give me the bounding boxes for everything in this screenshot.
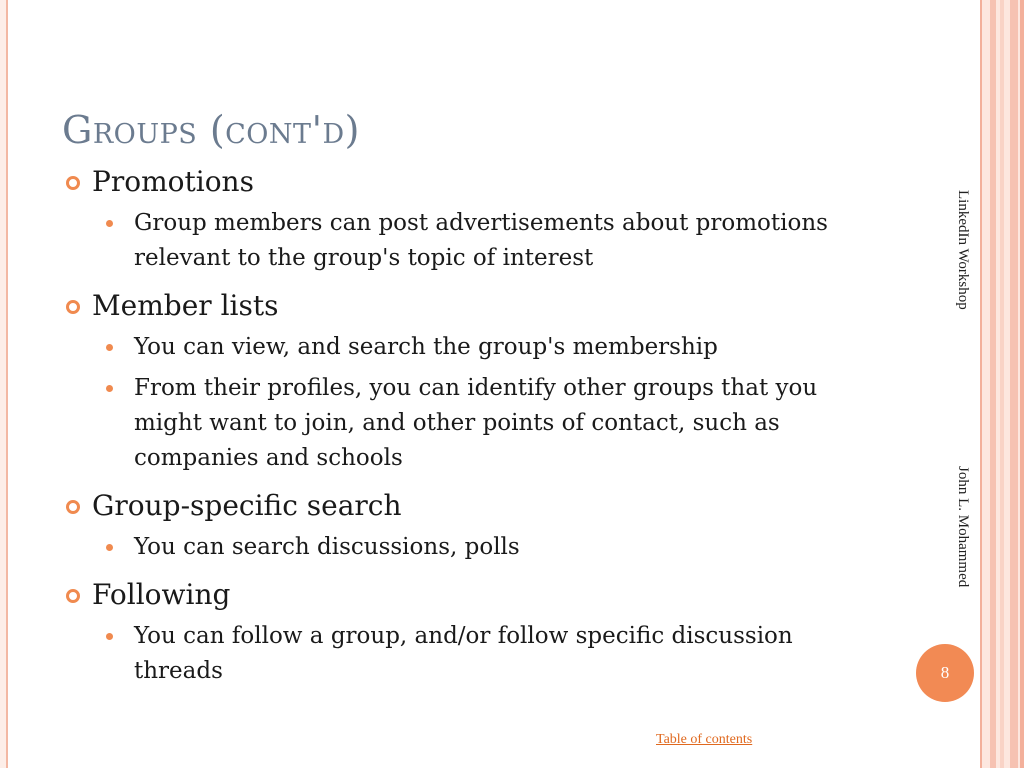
sub-bullet-text: From their profiles, you can identify other groups that you might want to join, and other points of contact, such as companies and schools (134, 375, 818, 471)
frame-stripe (990, 0, 996, 768)
bullet-promotions (64, 162, 854, 202)
sub-bullet-text: You can view, and search the group's membership (134, 334, 718, 360)
sub-bullet-list (64, 206, 854, 276)
sub-bullet (134, 619, 854, 689)
dot-bullet-icon (106, 220, 113, 227)
sub-bullet-list (64, 619, 854, 689)
bullet-group-specific-search (64, 486, 854, 526)
dot-bullet-icon (106, 344, 113, 351)
bullet-heading: Member lists (92, 289, 279, 322)
dot-bullet-icon (106, 633, 113, 640)
sub-bullet (134, 530, 854, 565)
bullet-member-lists (64, 286, 854, 326)
dot-bullet-icon (106, 544, 113, 551)
sub-bullet (134, 330, 854, 365)
ring-bullet-icon (66, 500, 80, 514)
slide-title: Groups (cont'd) (62, 108, 360, 152)
frame-stripe (1010, 0, 1018, 768)
slide-frame-left (0, 0, 8, 768)
sub-bullet (134, 206, 854, 276)
dot-bullet-icon (106, 385, 113, 392)
frame-stripe (1000, 0, 1004, 768)
bullet-heading: Following (92, 578, 231, 611)
sub-bullet-text: You can search discussions, polls (134, 534, 520, 560)
ring-bullet-icon (66, 589, 80, 603)
frame-stripe (980, 0, 982, 768)
page-number: 8 (940, 663, 950, 682)
workshop-label: LinkedIn Workshop (955, 190, 971, 310)
sub-bullet-list (64, 330, 854, 476)
bullet-heading: Group-specific search (92, 489, 402, 522)
sub-bullet (134, 371, 854, 476)
ring-bullet-icon (66, 300, 80, 314)
table-of-contents-link[interactable]: Table of contents (656, 732, 753, 747)
sub-bullet-text: You can follow a group, and/or follow specific discussion threads (134, 623, 793, 684)
frame-stripe (1020, 0, 1024, 768)
bullet-heading: Promotions (92, 165, 254, 198)
page-number-badge (916, 644, 974, 702)
sub-bullet-text: Group members can post advertisements about promotions relevant to the group's topic of interest (134, 210, 828, 271)
bullet-following (64, 575, 854, 615)
ring-bullet-icon (66, 176, 80, 190)
sub-bullet-list (64, 530, 854, 565)
slide-content (64, 162, 854, 695)
author-label: John L. Mohammed (955, 466, 971, 588)
